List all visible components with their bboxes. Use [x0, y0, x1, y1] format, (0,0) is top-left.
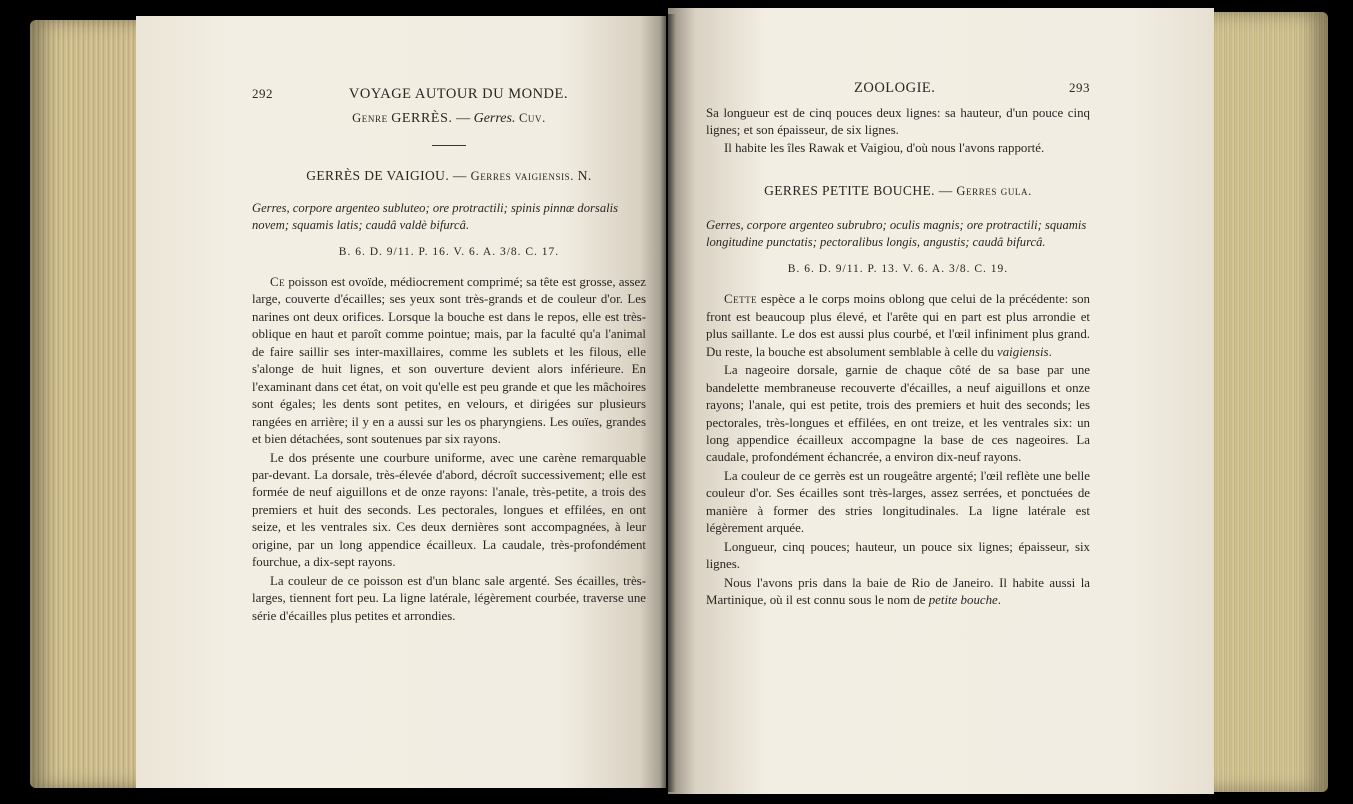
- left-running-title: VOYAGE AUTOUR DU MONDE.: [348, 86, 568, 102]
- left-page-edges: [30, 20, 140, 788]
- section-rule: [432, 145, 466, 146]
- genus-dash: —: [456, 111, 471, 126]
- genus-latin: Gerres.: [473, 111, 516, 126]
- paragraph: La nageoire dorsale, garnie de chaque côté de sa base par une bandelette membraneuse recouverte d'écailles, a neuf aiguillons et onze rayons; l'anale, qui est petite, trois des premiers et huit des seconds; les pectorales, très-longues et effilées, en ont treize, et les ventrales six: un long appendice écailleux accompagne la base de ces nageoires. La caudale, profondément échancrée, a environ dix-neuf rayons.: [706, 363, 1090, 465]
- paragraph: Il habite les îles Rawak et Vaigiou, d'où nous l'avons rapporté.: [724, 140, 1045, 155]
- fin-formula: B. 6. D. 9/11. P. 16. V. 6. A. 3/8. C. 17.: [338, 246, 560, 258]
- right-running-head: [706, 80, 1090, 97]
- fin-formula: B. 6. D. 9/11. P. 13. V. 6. A. 3/8. C. 19.: [787, 263, 1009, 276]
- right-page-number: 293: [1069, 80, 1090, 95]
- species-author: N.: [577, 168, 592, 183]
- right-running-title: ZOOLOGIE.: [854, 80, 936, 96]
- right-page-edges: [1210, 12, 1328, 792]
- left-page-content: [252, 86, 646, 625]
- species-name: GERRES PETITE BOUCHE.: [764, 183, 935, 199]
- latin-diagnosis: Gerres, corpore argenteo subrubro; oculis magnis; ore protractili; squamis longitudine punctatis; pectoralibus longis, angustis; caudâ bifurcâ.: [706, 218, 1087, 250]
- paragraph: Ce poisson est ovoïde, médiocrement comprimé; sa tête est grosse, assez large, couverte d'écailles; ses yeux sont très-grands et de couleur d'or. Les narines ont deux orifices. Lorsque la bouche est dans le repos, elle est très-oblique en haut et paroît comme pointue; mais, par la faculté qu'a l'animal de faire saillir ses inter-maxillaires, comme les sublets et les filous, elle s'alonge de huit lignes, et son ouverture devient alors inférieure. En l'examinant dans cet état, on voit qu'elle est peu grande et que les mâchoires sont égales; les dents sont petites, en velours, et dirigées sur plusieurs rangées en arrière; il y en a aussi sur les os pharyngiens. Les ouïes, grandes et bien détachées, sont soutenues par six rayons.: [252, 275, 646, 447]
- species-name: GERRÈS DE VAIGIOU.: [306, 168, 450, 183]
- book-gutter: [660, 14, 676, 792]
- paragraph: Sa longueur est de cinq pouces deux lignes: sa hauteur, d'un pouce cinq lignes; et son épaisseur, de six lignes.: [706, 106, 1090, 138]
- genus-prefix: Genre: [352, 111, 388, 125]
- right-body-text: [706, 291, 1090, 609]
- left-body-text: [252, 274, 646, 625]
- species-heading-petite-bouche: [706, 183, 1090, 199]
- genus-heading: [252, 111, 646, 127]
- paragraph: Cette espèce a le corps moins oblong que celui de la précédente: son front est beaucoup plus élevé, et l'arête qui en part est plus arrondie et plus saillante. Le dos est aussi plus courbé, et l'œil infiniment plus grand. Du reste, la bouche est absolument semblable à celle du vaigiensis.: [706, 292, 1090, 359]
- species-dash: —: [452, 168, 467, 183]
- species-heading-vaigiou: [252, 168, 646, 184]
- paragraph: Le dos présente une courbure uniforme, avec une carène remarquable par-devant. La dorsale, très-élevée d'abord, décroît successivement; elle est formée de neuf aiguillons et de onze rayons: l'anale, très-petite, a trois des premiers et huit des seconds. Les pectorales, longues et effilées, en ont seize, et les ventrales six. Ces deux dernières sont accompagnées, à leur origine, par un long appendice écailleux. La caudale, très-profondément fourchue, a dix-sept rayons.: [252, 450, 646, 570]
- species-latin: Gerres gula.: [956, 184, 1032, 199]
- left-running-head: [252, 86, 646, 103]
- paragraph: La couleur de ce gerrès est un rougeâtre argenté; l'œil reflète une belle couleur d'or. Ses écailles sont très-larges, assez serrées, et ponctuées de manière à former des stries longitudinales. La ligne latérale est légèrement arquée.: [706, 468, 1090, 536]
- paragraph: Longueur, cinq pouces; hauteur, un pouce six lignes; épaisseur, six lignes.: [706, 539, 1090, 572]
- latin-diagnosis: Gerres, corpore argenteo subluteo; ore protractili; spinis pinnæ dorsalis novem; squamis latis; caudâ valdè bifurcâ.: [252, 201, 619, 232]
- species-dash: —: [938, 183, 953, 199]
- left-page-number: 292: [252, 86, 273, 101]
- paragraph: La couleur de ce poisson est d'un blanc sale argenté. Ses écailles, très-larges, tiennent fort peu. La ligne latérale, légèrement courbée, traverse une série d'écailles plus petites et arrondies.: [252, 573, 646, 623]
- right-page-content: [706, 80, 1090, 610]
- genus-name: GERRÈS.: [391, 111, 453, 126]
- genus-author: Cuv.: [518, 111, 546, 125]
- right-intro-lines: [706, 105, 1090, 157]
- paragraph: Nous l'avons pris dans la baie de Rio de Janeiro. Il habite aussi la Martinique, où il est connu sous le nom de petite bouche.: [706, 575, 1090, 608]
- species-latin: Gerres vaigiensis.: [470, 169, 574, 183]
